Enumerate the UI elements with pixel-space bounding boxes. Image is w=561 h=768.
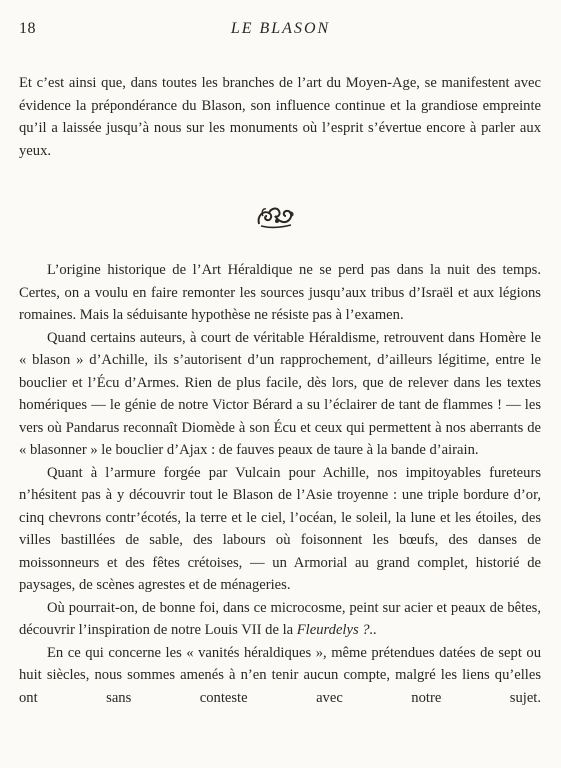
intro-paragraph-block bbox=[19, 72, 541, 162]
body-text bbox=[19, 259, 541, 709]
paragraph-homer: Quand certains auteurs, à court de véritable Héraldisme, retrouvent dans Homère le « blason » d’Achille, ils s’autorisent d’un rapprochement, d’ailleurs légitime, entre le bouclier et l’Écu d’Armes. Rien de plus facile, dès lors, que de relever dans les textes homériques — le génie de notre Victor Bérard a su l’éclairer de tant de flammes ! — les vers où Pandarus reconnaît Diomède à son Écu et ceux qui permettent à nos aberrants de « blasonner » le bouclier d’Ajax : de fauves peaux de taure à la bande d’airain. bbox=[19, 329, 541, 458]
running-head-title: LE BLASON bbox=[230, 20, 331, 37]
paragraph-microcosme bbox=[19, 597, 541, 642]
fleurdelys-italic: Fleurdelys ?.. bbox=[296, 622, 377, 638]
paragraph-origin: L’origine historique de l’Art Héraldique ne se perd pas dans la nuit des temps. Certes, on a voulu en faire remonter les sources jusqu’aux tribus d’Israël et aux légions romaines. Mais la séduisante hypothèse ne résiste pas à l’examen. bbox=[19, 262, 541, 323]
paragraph-vulcain: Quant à l’armure forgée par Vulcain pour Achille, nos impitoyables fureteurs n’hésitent pas à y découvrir tout le Blason de l’Asie troyenne : une triple bordure d’or, cinq chevrons contr’écotés, la terre et le ciel, l’océan, le soleil, la lune et les étoiles, des villes bastillées de sable, des labours où foisonnent les bœufs, des danses de moissonneurs et des fêtes crétoises, — un Armorial au grand complet, historié de paysages, de scènes agrestes et de ménageries. bbox=[19, 464, 541, 593]
intro-paragraph: Et c’est ainsi que, dans toutes les branches de l’art du Moyen-Age, se manifestent avec évidence la prépondérance du Blason, son influence continue et la grandiose empreinte qu’il a laissée jusqu’à nous sur les monuments où l’esprit s’évertue encore à parler aux yeux. bbox=[19, 75, 541, 159]
floral-ornament-icon bbox=[255, 204, 297, 230]
paragraph-vanites: En ce qui concerne les « vanités héraldiques », même prétendues datées de sept ou huit siècles, nous sommes amenés à n’en tenir aucun compte, malgré les liens qu’elles ont sans conteste avec notre sujet. bbox=[19, 644, 541, 706]
paragraph-microcosme-text: Où pourrait-on, de bonne foi, dans ce microcosme, peint sur acier et peaux de bêtes, découvrir l’inspiration de notre Louis VII de la bbox=[19, 599, 541, 638]
page-number: 18 bbox=[19, 20, 36, 37]
